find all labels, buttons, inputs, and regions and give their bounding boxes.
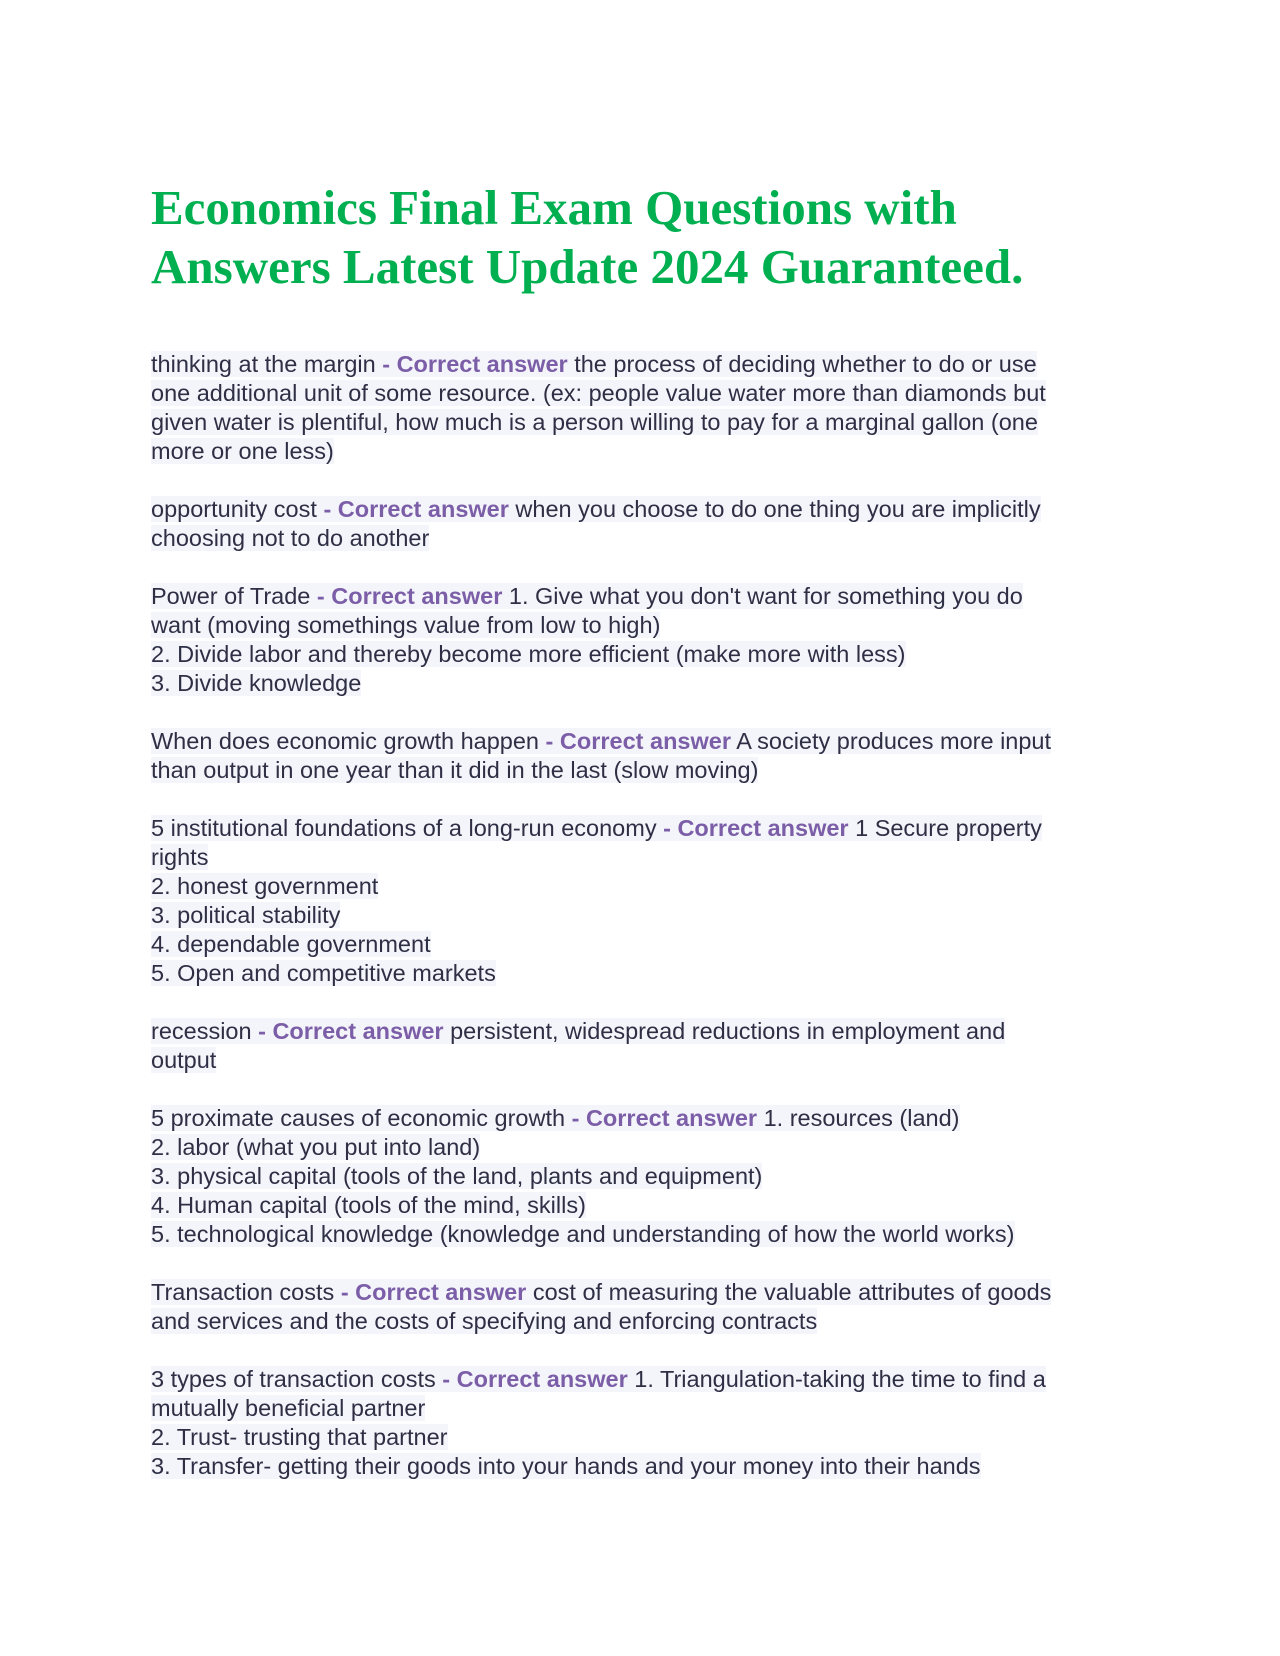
qa-first-line <box>151 814 1131 843</box>
correct-answer-label: - Correct answer <box>258 1018 444 1044</box>
qa-first-line <box>151 1017 1131 1046</box>
qa-answer-text: 4. dependable government <box>151 931 431 957</box>
qa-first-line <box>151 582 1131 611</box>
qa-answer-text: more or one less) <box>151 438 334 464</box>
qa-line-highlight <box>151 351 1037 377</box>
qa-answer-text: and services and the costs of specifying and enforcing contracts <box>151 1308 818 1334</box>
qa-first-line <box>151 1365 1131 1394</box>
qa-answer-text: 5. technological knowledge (knowledge and understanding of how the world works) <box>151 1221 1015 1247</box>
qa-term: When does economic growth happen <box>151 728 539 754</box>
qa-answer-text: 1. resources (land) <box>763 1105 960 1131</box>
qa-term: 5 proximate causes of economic growth <box>151 1105 566 1131</box>
correct-answer-label: - Correct answer <box>340 1279 527 1305</box>
document-title <box>151 178 1131 296</box>
qa-list <box>151 350 1131 1481</box>
qa-line-highlight <box>151 1105 960 1131</box>
correct-answer-label: - Correct answer <box>382 351 568 377</box>
qa-answer-text: rights <box>151 844 209 870</box>
qa-answer-text: than output in one year than it did in the last (slow moving) <box>151 757 759 783</box>
qa-term: opportunity cost <box>151 496 317 522</box>
qa-first-line <box>151 727 1131 756</box>
qa-answer-line <box>151 1423 1131 1452</box>
correct-answer-label: - Correct answer <box>316 583 503 609</box>
qa-answer-text: when you choose to do one thing you are implicitly <box>515 496 1041 522</box>
qa-answer-text: one additional unit of some resource. (ex: people value water more than diamonds but <box>151 380 1046 406</box>
qa-line-highlight <box>151 815 1042 841</box>
document-page <box>151 178 1131 1510</box>
qa-line-highlight <box>151 1018 1005 1044</box>
correct-answer-label: - Correct answer <box>545 728 731 754</box>
qa-line-highlight <box>151 583 1023 609</box>
qa-answer-line <box>151 1162 1131 1191</box>
qa-first-line <box>151 495 1131 524</box>
qa-answer-text: cost of measuring the valuable attributes of goods <box>532 1279 1052 1305</box>
qa-answer-line <box>151 756 1131 785</box>
qa-answer-text: output <box>151 1047 217 1073</box>
qa-answer-line <box>151 669 1131 698</box>
qa-item <box>151 1104 1131 1249</box>
qa-first-line <box>151 1104 1131 1133</box>
correct-answer-label: - Correct answer <box>323 496 509 522</box>
correct-answer-label: - Correct answer <box>442 1366 628 1392</box>
qa-answer-text: 1. Give what you don't want for something you do <box>508 583 1023 609</box>
qa-answer-text: choosing not to do another <box>151 525 430 551</box>
qa-term: Transaction costs <box>151 1279 335 1305</box>
qa-term: Power of Trade <box>151 583 311 609</box>
qa-answer-text: 1. Triangulation-taking the time to find a <box>634 1366 1046 1392</box>
qa-answer-line <box>151 379 1131 408</box>
title-line-1: Economics Final Exam Questions with <box>151 180 957 235</box>
qa-answer-text: 2. Divide labor and thereby become more efficient (make more with less) <box>151 641 906 667</box>
qa-answer-text: the process of deciding whether to do or use <box>574 351 1037 377</box>
qa-answer-text: 3. Divide knowledge <box>151 670 362 696</box>
qa-answer-line <box>151 437 1131 466</box>
qa-answer-text: 1 Secure property <box>855 815 1042 841</box>
title-line-2: Answers Latest Update 2024 Guaranteed. <box>151 239 1024 294</box>
qa-item <box>151 495 1131 553</box>
qa-answer-text: given water is plentiful, how much is a person willing to pay for a marginal gallon (one <box>151 409 1038 435</box>
qa-answer-line <box>151 640 1131 669</box>
qa-first-line <box>151 350 1131 379</box>
qa-item <box>151 814 1131 988</box>
qa-term: 5 institutional foundations of a long-run economy <box>151 815 657 841</box>
qa-answer-line <box>151 1452 1131 1481</box>
qa-answer-line <box>151 1046 1131 1075</box>
qa-answer-text: 3. physical capital (tools of the land, plants and equipment) <box>151 1163 763 1189</box>
qa-answer-line <box>151 959 1131 988</box>
qa-answer-line <box>151 524 1131 553</box>
qa-answer-line <box>151 901 1131 930</box>
qa-item <box>151 1017 1131 1075</box>
qa-answer-line <box>151 408 1131 437</box>
qa-answer-line <box>151 1220 1131 1249</box>
qa-answer-line <box>151 1191 1131 1220</box>
qa-line-highlight <box>151 1366 1046 1392</box>
qa-term: 3 types of transaction costs <box>151 1366 436 1392</box>
qa-item <box>151 1278 1131 1336</box>
qa-answer-line <box>151 1307 1131 1336</box>
qa-answer-text: 4. Human capital (tools of the mind, skills) <box>151 1192 586 1218</box>
qa-answer-line <box>151 843 1131 872</box>
qa-first-line <box>151 1278 1131 1307</box>
qa-item <box>151 350 1131 466</box>
qa-line-highlight <box>151 1279 1051 1305</box>
qa-line-highlight <box>151 728 1051 754</box>
qa-answer-text: persistent, widespread reductions in employment and <box>450 1018 1006 1044</box>
qa-answer-text: want (moving somethings value from low to high) <box>151 612 661 638</box>
qa-term: thinking at the margin <box>151 351 376 377</box>
qa-answer-line <box>151 930 1131 959</box>
qa-line-highlight <box>151 496 1041 522</box>
qa-answer-text: 3. political stability <box>151 902 341 928</box>
qa-answer-line <box>151 872 1131 901</box>
qa-answer-text: 2. honest government <box>151 873 379 899</box>
qa-answer-text: 5. Open and competitive markets <box>151 960 496 986</box>
qa-answer-line <box>151 1133 1131 1162</box>
qa-answer-text: A society produces more input <box>736 728 1052 754</box>
qa-answer-line <box>151 611 1131 640</box>
correct-answer-label: - Correct answer <box>571 1105 758 1131</box>
qa-answer-line <box>151 1394 1131 1423</box>
qa-answer-text: 2. Trust- trusting that partner <box>151 1424 448 1450</box>
qa-term: recession <box>151 1018 252 1044</box>
qa-answer-text: 2. labor (what you put into land) <box>151 1134 481 1160</box>
qa-item <box>151 1365 1131 1481</box>
correct-answer-label: - Correct answer <box>663 815 849 841</box>
qa-answer-text: mutually beneficial partner <box>151 1395 426 1421</box>
qa-item <box>151 727 1131 785</box>
qa-answer-text: 3. Transfer- getting their goods into your hands and your money into their hands <box>151 1453 981 1479</box>
qa-item <box>151 582 1131 698</box>
